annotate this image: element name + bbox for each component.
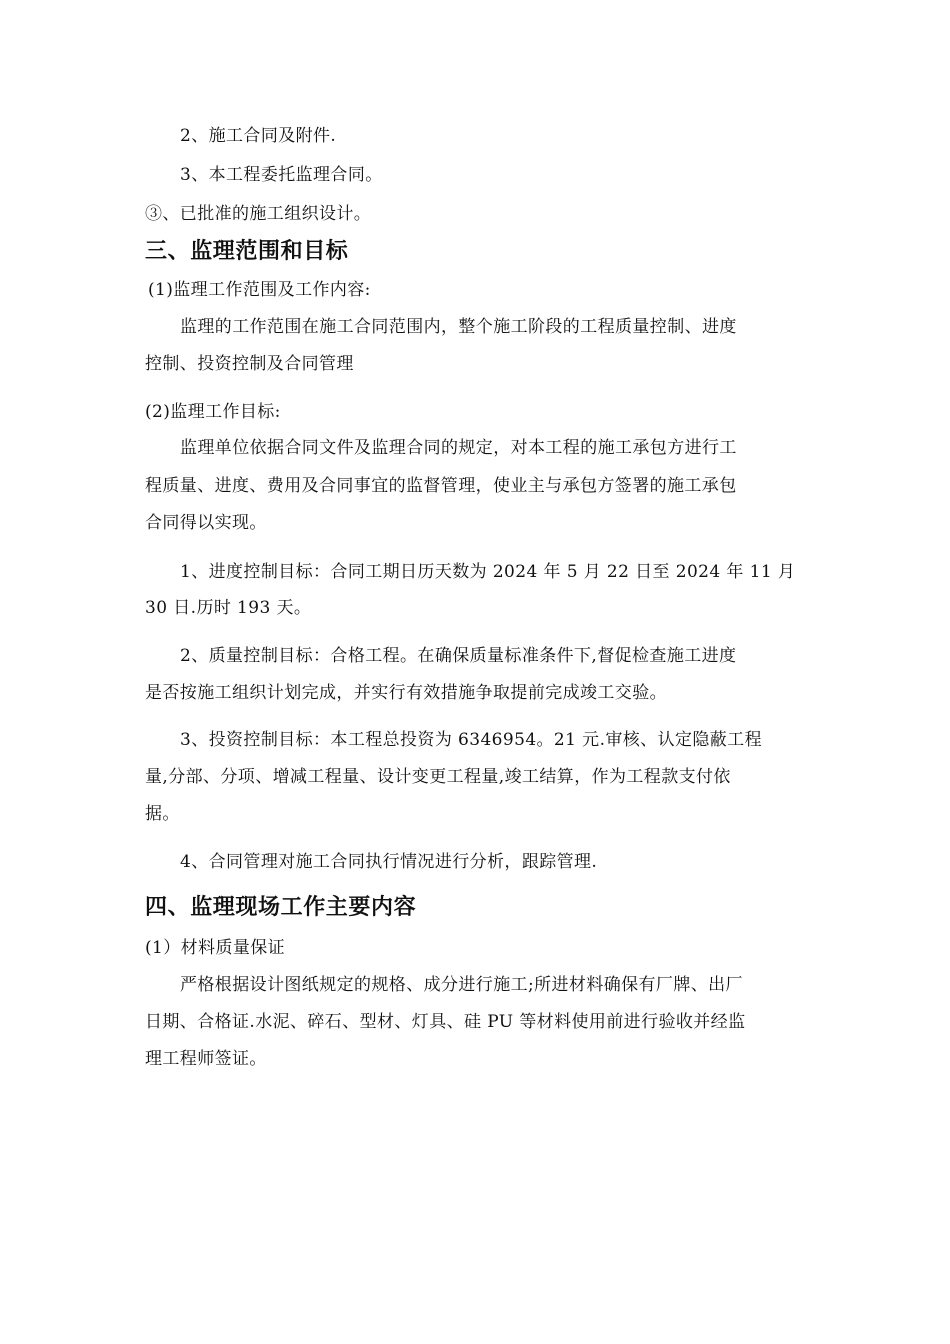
goal-investment-line-2: 量,分部、分项、增减工程量、设计变更工程量,竣工结算，作为工程款支付依 bbox=[145, 767, 731, 787]
list-item-construction-contract: 2、施工合同及附件. bbox=[180, 126, 337, 146]
list-item-organization-design: ③、已批准的施工组织设计。 bbox=[145, 204, 372, 224]
paragraph-material-line-2: 日期、合格证.水泥、碎石、型材、灯具、硅 PU 等材料使用前进行验收并经监 bbox=[145, 1012, 746, 1032]
paragraph-goals-line-1: 监理单位依据合同文件及监理合同的规定，对本工程的施工承包方进行工 bbox=[180, 438, 737, 458]
goal-schedule-line-2: 30 日.历时 193 天。 bbox=[145, 598, 312, 618]
goal-contract-management: 4、合同管理对施工合同执行情况进行分析，跟踪管理. bbox=[180, 852, 598, 872]
section-heading-scope-goals: 三、监理范围和目标 bbox=[145, 239, 349, 264]
list-item-supervision-contract: 3、本工程委托监理合同。 bbox=[180, 165, 383, 185]
goal-quality-line-2: 是否按施工组织计划完成，并实行有效措施争取提前完成竣工交验。 bbox=[145, 683, 667, 703]
paragraph-goals-line-3: 合同得以实现。 bbox=[145, 513, 267, 533]
paragraph-material-line-1: 严格根据设计图纸规定的规格、成分进行施工;所进材料确保有厂牌、出厂 bbox=[180, 975, 743, 995]
subsection-label-scope: (1)监理工作范围及工作内容: bbox=[148, 280, 371, 300]
paragraph-scope-line-2: 控制、投资控制及合同管理 bbox=[145, 354, 354, 374]
goal-schedule-line-1: 1、进度控制目标：合同工期日历天数为 2024 年 5 月 22 日至 2024 年 11 月 bbox=[180, 562, 796, 582]
goal-investment-line-3: 据。 bbox=[145, 804, 180, 824]
goal-quality-line-1: 2、质量控制目标：合格工程。在确保质量标准条件下,督促检查施工进度 bbox=[180, 646, 737, 666]
goal-investment-line-1: 3、投资控制目标：本工程总投资为 6346954。21 元.审核、认定隐蔽工程 bbox=[180, 730, 762, 750]
paragraph-scope-line-1: 监理的工作范围在施工合同范围内，整个施工阶段的工程质量控制、进度 bbox=[180, 317, 737, 337]
paragraph-material-line-3: 理工程师签证。 bbox=[145, 1049, 267, 1069]
section-heading-site-work: 四、监理现场工作主要内容 bbox=[145, 895, 417, 920]
subsection-label-goals: (2)监理工作目标: bbox=[145, 402, 281, 422]
paragraph-goals-line-2: 程质量、进度、费用及合同事宜的监督管理，使业主与承包方签署的施工承包 bbox=[145, 476, 737, 496]
subsection-label-material-quality: (1）材料质量保证 bbox=[145, 938, 286, 958]
